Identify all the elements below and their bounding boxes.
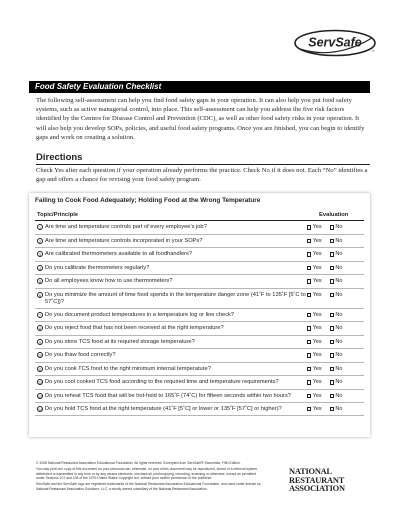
item-question: Do you thaw food correctly? <box>45 352 116 358</box>
yes-checkbox[interactable] <box>307 326 311 330</box>
intro-paragraph: The following self-assessment can help you find food safety gaps in your operation. It can also help you put food safety systems, such as active managerial control, into place. This self-assessment can help you address the five risk factors identified by the Centers for Disease Control and Prevention (CDC), as well as other food safety risks in your operation. It will also help you develop SOPs, policies, and useful food safety programs. Once you are finished, you can begin to identify gaps and work on creating a solution. <box>36 97 365 141</box>
no-checkbox[interactable] <box>330 340 334 344</box>
item-number-badge: 13 <box>38 394 42 399</box>
yes-label: Yes <box>312 325 322 331</box>
checklist-section-title: Failing to Cook Food Adequately; Holding Food at the Wrong Temperature <box>35 197 261 204</box>
footer-copyright: © 2008 National Restaurant Association Educational Foundation. All rights reserved. Excerpted from ServSafe® Essentials, Fifth Edition. <box>36 461 241 465</box>
yes-checkbox[interactable] <box>307 279 311 283</box>
footer-permission: You may print one copy of this document for your personal use; otherwise, no part of this document may be reproduced, stored in a retrieval system, distributed or transmitted in any form or by any means electronic, mechanical, photocopying, recording, scanning or otherwise, except as permitted under Sections 107 and 108 of the 1976 United States Copyright Act, without prior written permission of the publisher. <box>36 467 259 481</box>
checklist-row <box>35 363 364 377</box>
nra-logo-line3: ASSOCIATION <box>289 484 345 494</box>
no-option[interactable] <box>330 366 343 373</box>
yes-option[interactable] <box>307 292 322 299</box>
yes-checkbox[interactable] <box>307 252 311 256</box>
yes-option[interactable] <box>307 339 322 346</box>
no-option[interactable] <box>330 325 343 332</box>
checklist-row <box>35 336 364 350</box>
item-number-badge: 2 <box>39 239 41 244</box>
no-label: No <box>335 251 343 257</box>
item-evaluation <box>307 379 364 386</box>
item-evaluation <box>307 265 364 272</box>
yes-checkbox[interactable] <box>307 266 311 270</box>
servsafe-logo <box>294 29 376 57</box>
item-question: Do you store TCS food at its required storage temperature? <box>45 338 195 345</box>
yes-option[interactable] <box>307 352 322 359</box>
item-number-badge: 14 <box>38 407 42 412</box>
item-number-badge: 8 <box>39 327 41 332</box>
item-number-badge: 9 <box>39 340 41 345</box>
checklist-row <box>35 322 364 336</box>
checklist-row <box>35 349 364 363</box>
item-number-badge: 7 <box>39 313 41 318</box>
no-label: No <box>335 392 343 399</box>
item-evaluation <box>307 406 364 413</box>
item-number-badge: 5 <box>39 280 41 285</box>
yes-label: Yes <box>312 278 322 284</box>
yes-label: Yes <box>312 352 322 358</box>
legal-footer <box>36 461 264 493</box>
yes-label: Yes <box>312 405 322 412</box>
item-question: Do you reject food that has not been received at the right temperature? <box>45 325 224 331</box>
no-option[interactable] <box>330 406 343 413</box>
nra-logo-line2: RESTAURANT <box>289 475 345 485</box>
no-option[interactable] <box>330 312 343 319</box>
item-question: Do you minimize the amount of time food spends in the temperature danger zone (41˚F to 135˚F [5˚C to 57˚C])? <box>45 291 306 305</box>
item-number-badge: 4 <box>39 266 41 271</box>
no-checkbox[interactable] <box>330 326 334 330</box>
item-evaluation <box>307 312 364 319</box>
item-question: Do you calibrate thermometers regularly? <box>45 264 150 271</box>
item-evaluation <box>307 352 364 359</box>
item-number-badge: 11 <box>38 367 42 372</box>
item-number-badge: 10 <box>38 354 42 359</box>
yes-checkbox[interactable] <box>307 225 311 229</box>
item-question: Do you hold TCS food at the right temperature (41˚F [5˚C] or lower or 135˚F [57˚C] or higher)? <box>45 405 282 412</box>
checklist-row <box>35 235 364 249</box>
checklist-row <box>35 403 364 416</box>
item-evaluation <box>307 251 364 258</box>
item-question: Do you cool cooked TCS food according to the required time and temperature requirements? <box>45 379 279 385</box>
yes-checkbox[interactable] <box>307 239 311 243</box>
item-question: Do all employees know how to use thermometers? <box>45 278 173 284</box>
yes-option[interactable] <box>307 325 322 332</box>
no-checkbox[interactable] <box>330 293 334 297</box>
svg-text:ServSafe: ServSafe <box>308 35 362 50</box>
yes-option[interactable] <box>307 251 322 258</box>
yes-checkbox[interactable] <box>307 394 311 398</box>
no-checkbox[interactable] <box>330 313 334 317</box>
no-label: No <box>335 405 343 412</box>
yes-checkbox[interactable] <box>307 340 311 344</box>
item-question: Are calibrated thermometers available to all foodhandlers? <box>45 251 193 257</box>
svg-text:®: ® <box>372 49 375 53</box>
no-label: No <box>335 291 343 298</box>
no-option[interactable] <box>330 352 343 359</box>
yes-option[interactable] <box>307 406 322 413</box>
yes-label: Yes <box>312 264 322 271</box>
no-checkbox[interactable] <box>330 367 334 371</box>
yes-checkbox[interactable] <box>307 353 311 357</box>
checklist-row <box>35 309 364 323</box>
no-option[interactable] <box>330 224 343 231</box>
yes-label: Yes <box>312 237 322 244</box>
yes-label: Yes <box>312 224 322 230</box>
item-number-badge: 12 <box>38 381 42 386</box>
item-evaluation <box>307 292 364 299</box>
no-option[interactable] <box>330 278 343 285</box>
no-label: No <box>335 325 343 331</box>
item-number-badge: 1 <box>39 226 41 231</box>
checklist-panel <box>29 193 370 437</box>
no-label: No <box>335 264 343 271</box>
item-evaluation <box>307 278 364 285</box>
no-checkbox[interactable] <box>330 407 334 411</box>
yes-option[interactable] <box>307 312 322 319</box>
column-header-topic: Topic/Principle <box>37 212 79 218</box>
no-checkbox[interactable] <box>330 394 334 398</box>
yes-checkbox[interactable] <box>307 380 311 384</box>
yes-option[interactable] <box>307 265 322 272</box>
no-option[interactable] <box>330 339 343 346</box>
no-option[interactable] <box>330 238 343 245</box>
yes-label: Yes <box>312 251 322 257</box>
checklist-row <box>35 262 364 276</box>
checklist-row <box>35 289 364 309</box>
yes-option[interactable] <box>307 393 322 400</box>
item-evaluation <box>307 366 364 373</box>
yes-option[interactable] <box>307 366 322 373</box>
no-checkbox[interactable] <box>330 279 334 283</box>
item-evaluation <box>307 393 364 400</box>
item-evaluation <box>307 339 364 346</box>
directions-heading: Directions <box>36 152 370 165</box>
item-evaluation <box>307 325 364 332</box>
no-option[interactable] <box>330 251 343 258</box>
directions-text: Check Yes after each question if your operation already performs the practice. Check No if it does not. Each “No” identifies a gap and offers a chance for revising your food safety program. <box>36 167 368 184</box>
checklist-row <box>35 275 364 289</box>
item-question: Are time and temperature controls incorporated in your SOPs? <box>45 237 203 244</box>
no-label: No <box>335 311 343 318</box>
yes-label: Yes <box>312 338 322 345</box>
item-question: Do you cook TCS food to the right minimum internal temperature? <box>45 365 211 372</box>
checklist-row <box>35 390 364 403</box>
no-label: No <box>335 365 343 372</box>
nra-logo <box>289 468 371 494</box>
no-checkbox[interactable] <box>330 252 334 256</box>
footer-trademark: ServSafe and the ServSafe logo are registered trademarks of the National Restaurant Association Educational Foundation, and used under license by National Restaurant Association Solutions, LLC, a wholly owned subsidiary of the National Restaurant Association. <box>36 482 261 491</box>
no-checkbox[interactable] <box>330 225 334 229</box>
checklist-rows <box>35 221 364 416</box>
yes-checkbox[interactable] <box>307 367 311 371</box>
no-label: No <box>335 224 343 230</box>
yes-checkbox[interactable] <box>307 293 311 297</box>
yes-label: Yes <box>312 392 322 399</box>
item-question: Are time and temperature controls part of every employee’s job? <box>45 224 207 230</box>
page-title: Food Safety Evaluation Checklist <box>29 81 370 93</box>
no-checkbox[interactable] <box>330 380 334 384</box>
item-number-badge: 3 <box>39 253 41 258</box>
no-checkbox[interactable] <box>330 353 334 357</box>
yes-label: Yes <box>312 291 322 298</box>
column-header-evaluation: Evaluation <box>319 212 349 218</box>
no-checkbox[interactable] <box>330 266 334 270</box>
no-option[interactable] <box>330 379 343 386</box>
checklist-row <box>35 221 364 235</box>
no-label: No <box>335 379 343 385</box>
yes-option[interactable] <box>307 224 322 231</box>
item-number-badge: 6 <box>39 293 41 298</box>
checklist-row <box>35 248 364 262</box>
no-label: No <box>335 237 343 244</box>
item-question: Do you reheat TCS food that will be hot-held to 165˚F (74˚C) for fifteen seconds within two hours? <box>45 392 291 399</box>
no-option[interactable] <box>330 393 343 400</box>
item-question: Do you document product temperatures in a temperature log or line check? <box>45 311 235 318</box>
yes-label: Yes <box>312 379 322 385</box>
yes-checkbox[interactable] <box>307 313 311 317</box>
no-label: No <box>335 352 343 358</box>
checklist-row <box>35 376 364 390</box>
yes-option[interactable] <box>307 278 322 285</box>
no-label: No <box>335 338 343 345</box>
nra-logo-line1: NATIONAL <box>289 467 332 476</box>
no-option[interactable] <box>330 265 343 272</box>
no-label: No <box>335 278 343 284</box>
yes-label: Yes <box>312 311 322 318</box>
yes-label: Yes <box>312 365 322 372</box>
item-evaluation <box>307 224 364 231</box>
yes-option[interactable] <box>307 238 322 245</box>
no-option[interactable] <box>330 292 343 299</box>
no-checkbox[interactable] <box>330 239 334 243</box>
item-evaluation <box>307 238 364 245</box>
yes-option[interactable] <box>307 379 322 386</box>
yes-checkbox[interactable] <box>307 407 311 411</box>
